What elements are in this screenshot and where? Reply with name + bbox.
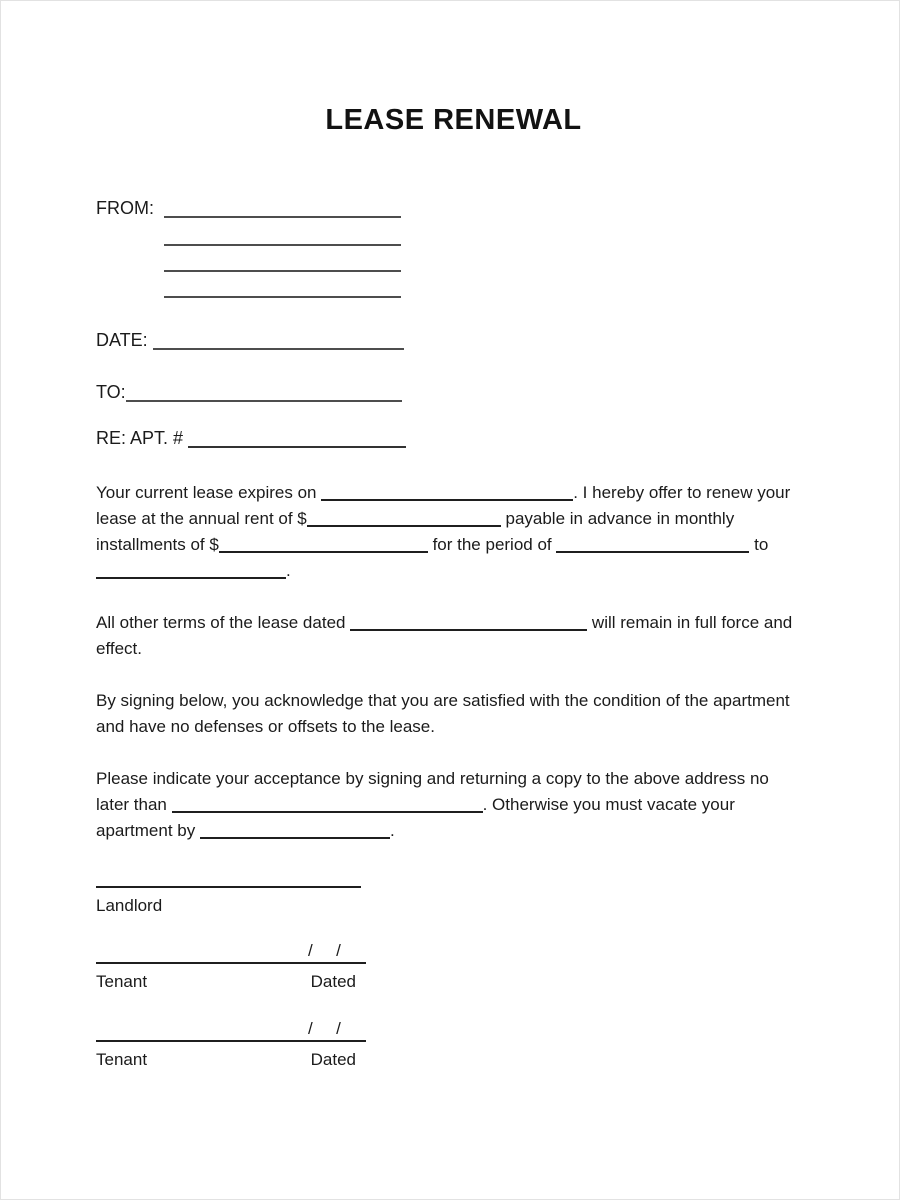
text-run: Please indicate your acceptance by signing and returning a copy to the above address no: [96, 769, 769, 788]
signature-block: [96, 886, 811, 1072]
blank-line: [172, 811, 483, 813]
tenant1-label-row: [96, 970, 366, 994]
document-content: [1, 1, 899, 1072]
text-line: [96, 558, 811, 584]
tenant2-label: Tenant: [96, 1050, 148, 1069]
tenant2-date-slashes: / /: [308, 1019, 341, 1038]
text-run: All other terms of the lease dated: [96, 613, 351, 632]
text-run: .: [286, 561, 291, 580]
from-blank-line-3: [164, 270, 401, 272]
blank-line: [219, 551, 428, 553]
paragraph-acknowledgement: [96, 688, 811, 740]
date-label: DATE:: [96, 330, 148, 350]
text-run: effect.: [96, 639, 142, 658]
text-run: later than: [96, 795, 172, 814]
text-run: and have no defenses or offsets to the lease.: [96, 717, 435, 736]
date-blank-line: [153, 348, 404, 350]
text-line: [96, 610, 811, 636]
to-label: TO:: [96, 382, 126, 402]
from-blank-line-4: [164, 296, 401, 298]
from-label: FROM:: [96, 198, 154, 218]
tenant1-dated-label: Dated: [310, 972, 356, 991]
text-line: [96, 532, 811, 558]
paragraph-acceptance: [96, 766, 811, 844]
tenant2-dated-label: Dated: [310, 1050, 356, 1069]
paragraph-renewal-offer: [96, 480, 811, 584]
tenant2-label-row: [96, 1048, 366, 1072]
paragraph-terms: [96, 610, 811, 662]
text-line: [96, 506, 811, 532]
page-title: LEASE RENEWAL: [325, 104, 582, 136]
text-line: [96, 792, 811, 818]
tenant2-signature-group: [96, 1018, 811, 1072]
tenant1-signature-line: [96, 962, 366, 964]
text-run: lease at the annual rent of $: [96, 509, 307, 528]
text-run: installments of $: [96, 535, 219, 554]
landlord-signature-group: [96, 886, 811, 918]
from-blank-line-2: [164, 244, 401, 246]
text-run: By signing below, you acknowledge that you are satisfied with the condition of the apartment: [96, 691, 790, 710]
text-run: will remain in full force and: [587, 613, 793, 632]
text-run: . I hereby offer to renew your: [573, 483, 791, 502]
to-blank-line: [126, 400, 402, 402]
text-line: [96, 714, 811, 740]
from-blank-line-1: [164, 216, 401, 218]
text-line: [96, 688, 811, 714]
blank-line: [321, 499, 573, 501]
tenant2-signature-line: [96, 1040, 366, 1042]
blank-line: [96, 577, 286, 579]
tenant1-signature-group: [96, 940, 811, 994]
re-apt-label: RE: APT. #: [96, 428, 184, 448]
date-field: [96, 328, 811, 352]
landlord-signature-line: [96, 886, 361, 888]
re-apt-field: [96, 426, 811, 450]
text-run: payable in advance in monthly: [500, 509, 735, 528]
landlord-label: Landlord: [96, 896, 163, 915]
text-line: [96, 818, 811, 844]
re-apt-blank-line: [188, 446, 406, 448]
blank-line: [307, 525, 501, 527]
text-run: Your current lease expires on: [96, 483, 322, 502]
blank-line: [200, 837, 390, 839]
blank-line: [556, 551, 749, 553]
from-field: [96, 196, 811, 220]
landlord-label-row: [96, 894, 366, 918]
text-line: [96, 766, 811, 792]
text-run: to: [749, 535, 769, 554]
tenant1-date-slashes: / /: [308, 941, 341, 960]
to-field: [96, 380, 811, 404]
text-line: [96, 636, 811, 662]
tenant1-label: Tenant: [96, 972, 148, 991]
blank-line: [350, 629, 587, 631]
header-fields: [96, 196, 811, 450]
text-run: for the period of: [427, 535, 557, 554]
text-line: [96, 480, 811, 506]
text-run: .: [389, 821, 395, 840]
text-run: apartment by: [96, 821, 200, 840]
text-run: . Otherwise you must vacate your: [482, 795, 735, 814]
